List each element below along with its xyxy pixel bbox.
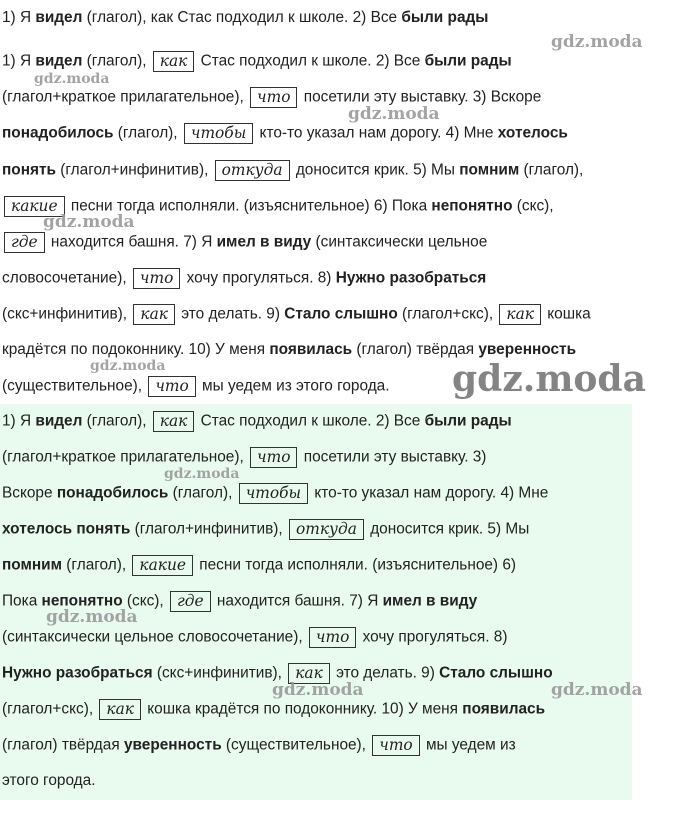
text-line: понадобилось (глагол), чтобы кто-то указал нам дорогу. 4) Мне хотелось xyxy=(2,124,568,142)
watermark: gdz.moda xyxy=(46,607,138,627)
text-line: Вскоре понадобилось (глагол), чтобы кто-то указал нам дорогу. 4) Мне xyxy=(2,484,549,502)
text-line: 1) Я видел (глагол), как Стас подходил к школе. 2) Все были рады xyxy=(2,412,512,430)
conjunction-box: как xyxy=(288,663,330,684)
conjunction-box: какие xyxy=(4,196,65,217)
text-line: 1) Я видел (глагол), как Стас подходил к школе. 2) Все были рады xyxy=(2,52,512,70)
conjunction-box: где xyxy=(170,591,211,612)
watermark: gdz.moda xyxy=(272,680,364,700)
text-line: 1) Я видел (глагол), как Стас подходил к школе. 2) Все были рады xyxy=(2,9,489,26)
conjunction-box: как xyxy=(153,51,195,72)
text-line: (существительное), что мы уедем из этого города. xyxy=(2,377,390,395)
watermark: gdz.moda xyxy=(43,212,135,232)
watermark: gdz.moda xyxy=(164,466,240,482)
conjunction-box: что xyxy=(250,447,297,468)
text-line: этого города. xyxy=(2,772,96,789)
conjunction-box: как xyxy=(133,304,175,325)
text-line: (скс+инфинитив), как это делать. 9) Стало слышно (глагол+скс), как кошка xyxy=(2,305,591,323)
text-line: (синтаксически цельное словосочетание), что хочу прогуляться. 8) xyxy=(2,628,508,646)
conjunction-box: где xyxy=(4,232,45,253)
text-line: хотелось понять (глагол+инфинитив), откуда доносится крик. 5) Мы xyxy=(2,520,530,538)
text-line: Пока непонятно (скс), где находится башня. 7) Я имел в виду xyxy=(2,592,478,610)
conjunction-box: откуда xyxy=(215,160,290,181)
watermark: gdz.moda xyxy=(551,32,643,52)
text-line: какие песни тогда исполняли. (изъяснительное) 6) Пока непонятно (скс), xyxy=(2,196,554,217)
conjunction-box: как xyxy=(153,411,195,432)
watermark: gdz.moda xyxy=(34,71,110,87)
text-line: (глагол+краткое прилагательное), что посетили эту выставку. 3) Вскоре xyxy=(2,88,542,106)
conjunction-box: что xyxy=(133,268,180,289)
watermark: gdz.moda xyxy=(90,358,166,374)
text-line: (глагол+краткое прилагательное), что посетили эту выставку. 3) xyxy=(2,448,487,466)
text-line: помним (глагол), какие песни тогда исполняли. (изъяснительное) 6) xyxy=(2,556,517,574)
conjunction-box: что xyxy=(250,87,297,108)
watermark: gdz.moda xyxy=(551,680,643,700)
text-line: понять (глагол+инфинитив), откуда доносится крик. 5) Мы помним (глагол), xyxy=(2,161,584,179)
conjunction-box: как xyxy=(499,304,541,325)
text-line: (глагол+скс), как кошка крадётся по подоконнику. 10) У меня появилась xyxy=(2,700,546,718)
text-line: (глагол) твёрдая уверенность (существительное), что мы уедем из xyxy=(2,736,516,754)
text-line: где находится башня. 7) Я имел в виду (синтаксически цельное xyxy=(2,232,487,253)
watermark: gdz.moda xyxy=(348,104,440,124)
conjunction-box: какие xyxy=(132,555,193,576)
text-line: Нужно разобраться (скс+инфинитив), как это делать. 9) Стало слышно xyxy=(2,664,553,682)
watermark: gdz.moda xyxy=(452,358,646,400)
conjunction-box: что xyxy=(148,376,195,397)
text-line: словосочетание), что хочу прогуляться. 8) Нужно разобраться xyxy=(2,269,487,287)
conjunction-box: что xyxy=(372,735,419,756)
conjunction-box: чтобы xyxy=(239,483,308,504)
conjunction-box: как xyxy=(99,699,141,720)
conjunction-box: откуда xyxy=(289,519,364,540)
text-line: крадётся по подоконнику. 10) У меня появилась (глагол) твёрдая уверенность xyxy=(2,341,577,358)
conjunction-box: чтобы xyxy=(184,123,253,144)
conjunction-box: что xyxy=(309,627,356,648)
